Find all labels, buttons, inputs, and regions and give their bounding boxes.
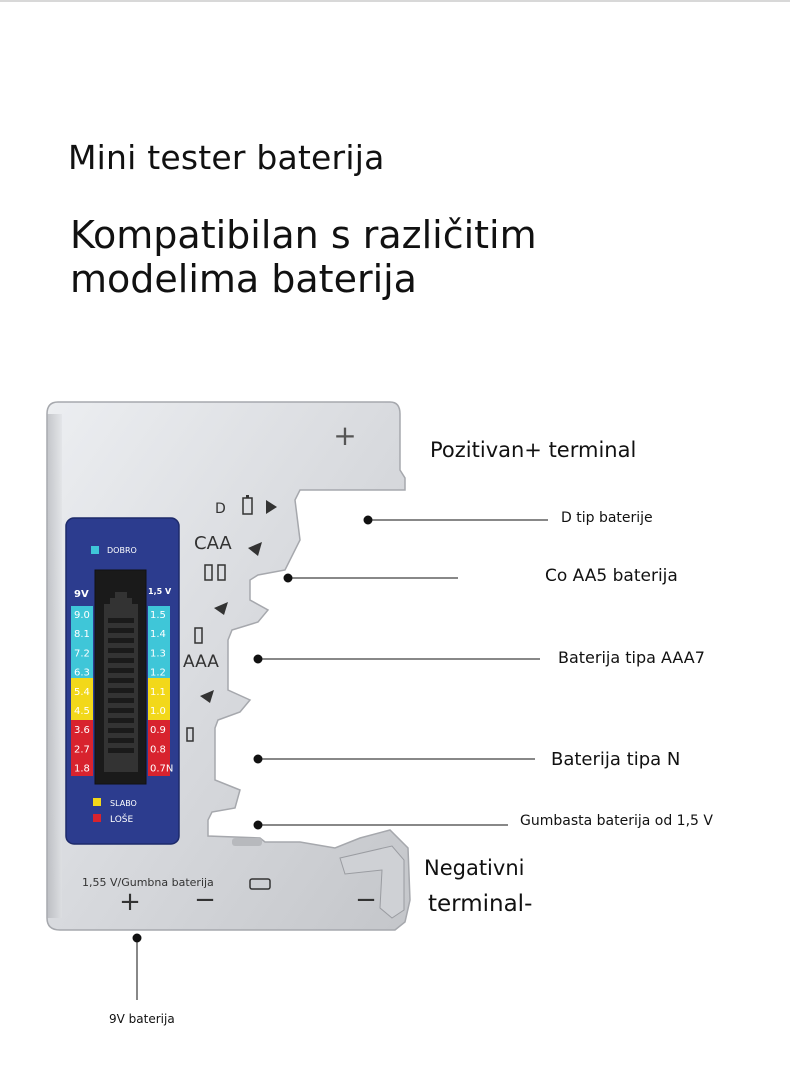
- bad-indicator: [93, 814, 101, 822]
- bad-label: LOŠE: [110, 815, 134, 825]
- right-scale-value-8: 0.7N: [150, 763, 174, 775]
- callout-9v-battery: 9V baterija: [109, 1012, 175, 1026]
- callout-negative-terminal-2: terminal-: [428, 891, 533, 917]
- left-scale-values: [74, 610, 90, 775]
- left-scale-value-3: 6.3: [74, 667, 90, 679]
- good-indicator: [91, 546, 99, 554]
- left-scale-value-7: 2.7: [74, 744, 90, 756]
- right-scale-value-1: 1.4: [150, 629, 166, 641]
- right-scale-header: 1,5 V: [148, 587, 172, 596]
- callout-aaa-battery: Baterija tipa AAA7: [558, 648, 705, 667]
- bottom-minus-sign-2: −: [355, 885, 377, 915]
- left-scale-value-4: 5.4: [74, 686, 90, 698]
- callout-aa-battery: Co AA5 baterija: [545, 566, 678, 586]
- left-scale-value-2: 7.2: [74, 648, 90, 660]
- callout-n-battery: Baterija tipa N: [551, 749, 681, 770]
- left-scale-header: 9V: [74, 589, 89, 600]
- button-cell-slot: [232, 838, 262, 846]
- callout-d-battery: D tip baterije: [561, 510, 653, 526]
- bottom-minus-sign-1: −: [194, 885, 216, 915]
- weak-label: SLABO: [110, 799, 137, 808]
- top-plus-sign: +: [333, 419, 357, 452]
- left-scale-value-0: 9.0: [74, 610, 90, 621]
- left-scale-value-8: 1.8: [74, 763, 90, 775]
- slot-label-caa: CAA: [194, 533, 232, 554]
- slot-label-d: D: [215, 501, 226, 517]
- slot-label-aaa: AAA: [183, 652, 219, 672]
- bottom-label: 1,55 V/Gumbna baterija: [82, 876, 214, 889]
- right-scale-value-7: 0.8: [150, 744, 166, 756]
- left-scale-value-6: 3.6: [74, 725, 90, 737]
- heading-line-2a: Kompatibilan s različitim: [70, 213, 537, 257]
- right-scale-value-0: 1.5: [150, 610, 166, 621]
- right-scale-value-3: 1.2: [150, 667, 166, 679]
- heading-line-2b: modelima baterija: [70, 257, 417, 301]
- good-label: DOBRO: [107, 546, 137, 555]
- left-scale-value-1: 8.1: [74, 629, 90, 641]
- bottom-plus-sign: +: [119, 887, 141, 917]
- right-scale-value-6: 0.9: [150, 725, 166, 737]
- weak-indicator: [93, 798, 101, 806]
- callout-button-battery: Gumbasta baterija od 1,5 V: [520, 813, 713, 829]
- right-scale-value-4: 1.1: [150, 686, 166, 698]
- callout-negative-terminal-1: Negativni: [424, 856, 525, 880]
- device-left-edge: [47, 414, 62, 918]
- heading-line-1: Mini tester baterija: [68, 138, 385, 177]
- left-scale-value-5: 4.5: [74, 706, 90, 717]
- right-scale-value-5: 1.0: [150, 706, 166, 717]
- right-scale-value-2: 1.3: [150, 648, 166, 660]
- callout-positive-terminal: Pozitivan+ terminal: [430, 438, 637, 462]
